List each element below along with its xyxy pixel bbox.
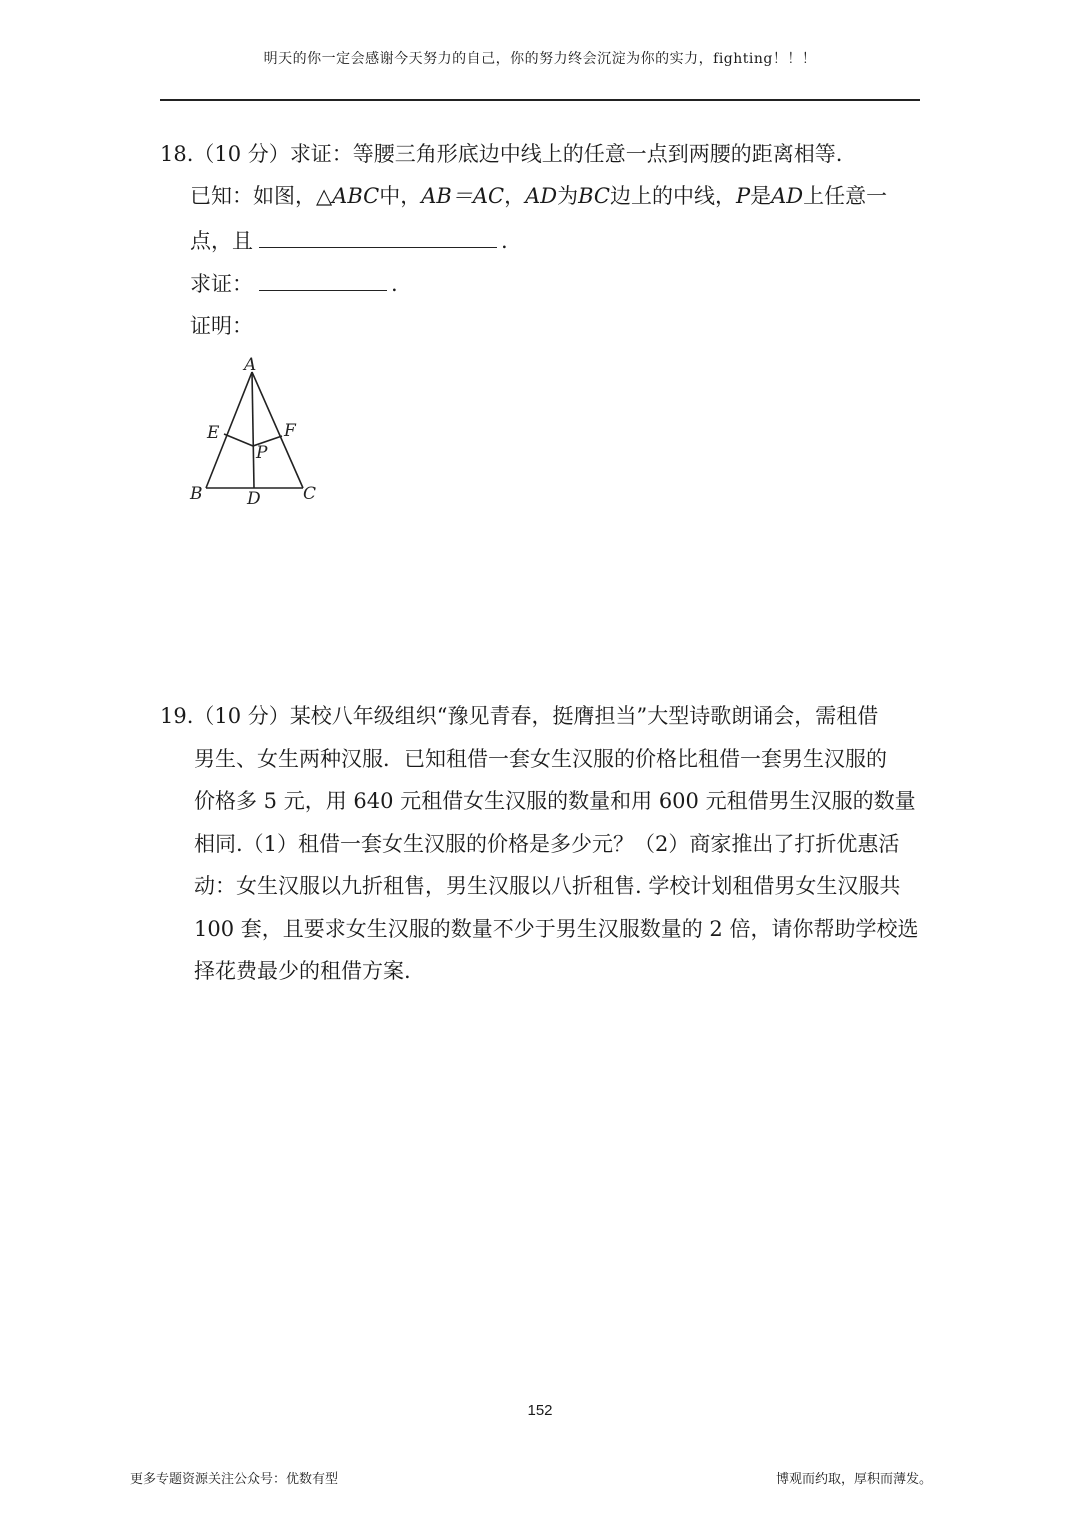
q18-given-mid: 中， <box>379 184 422 208</box>
q18-is: 为 <box>557 184 579 208</box>
q19-number: 19. <box>160 704 194 728</box>
label-e: E <box>207 423 220 443</box>
q19-line-7: 择花费最少的租借方案. <box>194 959 411 983</box>
q19-line-6: 100 套，且要求女生汉服的数量不少于男生汉服数量的 2 倍，请你帮助学校选 <box>194 916 919 941</box>
q18-prove-blank[interactable] <box>259 272 387 291</box>
label-d: D <box>247 489 261 509</box>
q18-condition-line <box>190 229 508 252</box>
q18-segment-ad-2: AD <box>771 184 804 208</box>
perpendicular-pe <box>224 434 253 446</box>
q19-line-3: 价格多 5 元，用 640 元租借女生汉服的数量和用 600 元租借男生汉服的数量 <box>194 789 916 813</box>
isosceles-triangle-figure <box>180 350 330 510</box>
footer-right-text: 博观而约取，厚积而薄发。 <box>776 1472 933 1487</box>
label-f: F <box>284 421 296 441</box>
q18-median-text: 边上的中线， <box>609 184 736 208</box>
footer-left-text: 更多专题资源关注公众号：优数有型 <box>130 1472 339 1487</box>
label-p: P <box>256 443 268 463</box>
q19-line-5: 动：女生汉服以九折租售，男生汉服以八折租售. 学校计划租借男女生汉服共 <box>194 874 901 898</box>
q18-given-prefix: 已知：如图， <box>190 184 316 208</box>
q18-condition-blank[interactable] <box>259 229 497 248</box>
q18-comma: ， <box>504 184 526 208</box>
q18-segment-ad: AD <box>525 184 558 208</box>
median-ad <box>252 372 254 488</box>
q18-proof-line <box>190 316 253 337</box>
q18-equation-ab-ac: AB＝AC <box>421 184 505 208</box>
q18-prove-label: 求证： <box>190 272 253 296</box>
q18-is-2: 是 <box>750 184 772 208</box>
q19-line-4: 相同.（1）租借一套女生汉服的价格是多少元？（2）商家推出了打折优惠活 <box>194 831 900 856</box>
header-divider <box>160 99 920 101</box>
q18-given-line <box>190 186 887 207</box>
q18-title-line <box>160 144 843 165</box>
q18-given-tail: 上任意一 <box>803 184 888 208</box>
q18-condition-label: 点，且 <box>190 229 253 253</box>
q18-condition-period: . <box>501 229 508 253</box>
q19-line-1: 某校八年级组织“豫见青春，挺膺担当”大型诗歌朗诵会，需租借 <box>289 704 879 728</box>
q18-score: （10 分） <box>193 142 290 166</box>
q19-first-line <box>160 695 920 738</box>
q19-score: （10 分） <box>193 704 290 728</box>
label-a: A <box>244 355 257 375</box>
q18-segment-bc: BC <box>578 184 610 208</box>
page-number: 152 <box>527 1402 553 1419</box>
q18-triangle-abc: △ABC <box>316 184 380 208</box>
q18-prove-line <box>190 272 398 295</box>
q18-proof-label: 证明： <box>190 314 253 338</box>
q18-point-p: P <box>735 184 751 208</box>
label-b: B <box>190 484 203 504</box>
q18-statement: 求证：等腰三角形底边中线上的任意一点到两腰的距离相等. <box>289 142 843 166</box>
q19-line-2: 男生、女生两种汉服．已知租借一套女生汉服的价格比租借一套男生汉服的 <box>194 746 887 771</box>
q19-block <box>160 695 920 993</box>
label-c: C <box>303 484 317 504</box>
q18-number: 18. <box>160 142 194 166</box>
q18-prove-period: . <box>391 272 398 296</box>
header-motto: 明天的你一定会感谢今天努力的自己，你的努力终会沉淀为你的实力，fighting！！！ <box>263 51 817 67</box>
